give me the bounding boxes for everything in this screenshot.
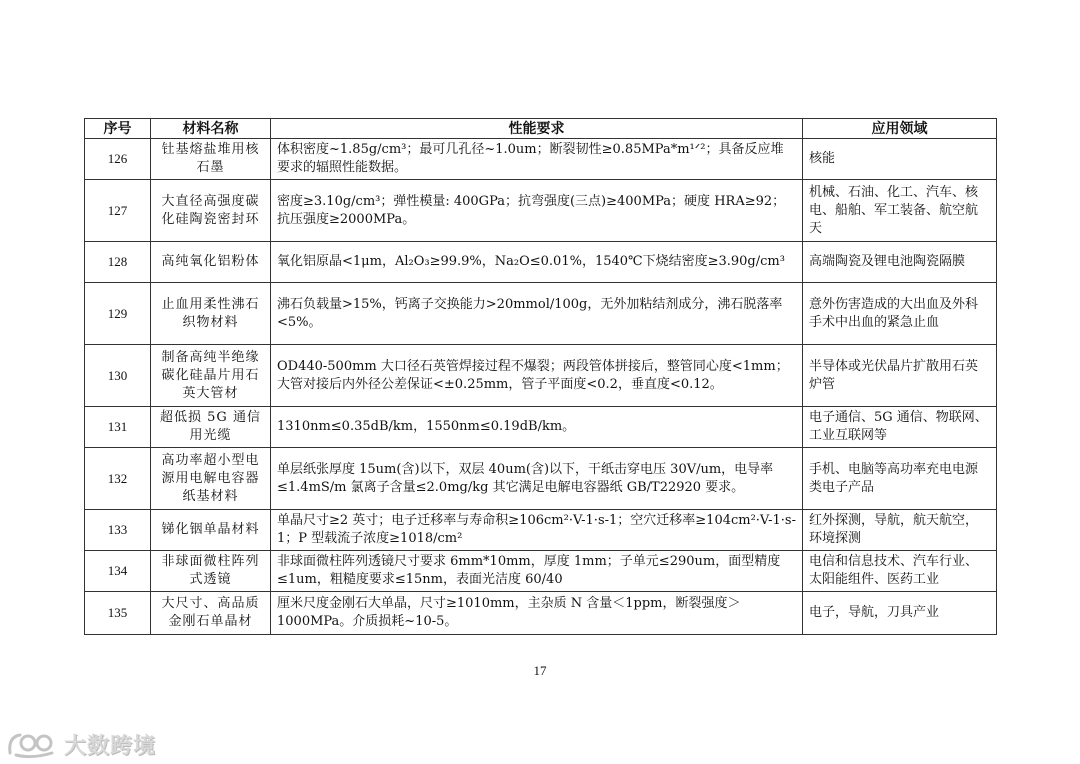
- cell-index: 128: [85, 242, 151, 283]
- cell-performance-requirements: 氧化铝原晶<1μm，Al₂O₃≥99.9%，Na₂O≤0.01%，1540℃下烧结密度≥3.90g/cm³: [271, 242, 803, 283]
- cell-index: 135: [85, 592, 151, 635]
- cell-application-field: 半导体或光伏晶片扩散用石英炉管: [803, 345, 997, 407]
- cell-performance-requirements: 1310nm≤0.35dB/km，1550nm≤0.19dB/km。: [271, 407, 803, 448]
- table-body: [85, 139, 997, 635]
- cell-index: 133: [85, 510, 151, 551]
- cell-index: 126: [85, 139, 151, 180]
- cell-material-name: 高功率超小型电源用电解电容器纸基材料: [151, 448, 271, 510]
- table-row: [85, 139, 997, 180]
- cell-performance-requirements: 厘米尺度金刚石大单晶，尺寸≥1010mm，主杂质 N 含量＜1ppm，断裂强度＞1000MPa。介质损耗~10-5。: [271, 592, 803, 635]
- cell-material-name: 大直径高强度碳化硅陶瓷密封环: [151, 180, 271, 242]
- header-application-field: 应用领域: [803, 119, 997, 139]
- cell-performance-requirements: 沸石负载量>15%，钙离子交换能力>20mmol/100g，无外加粘结剂成分，沸石脱落率<5%。: [271, 283, 803, 345]
- cell-material-name: 止血用柔性沸石织物材料: [151, 283, 271, 345]
- cell-performance-requirements: 密度≥3.10g/cm³；弹性模量: 400GPa；抗弯强度(三点)≥400MPa；硬度 HRA≥92；抗压强度≥2000MPa。: [271, 180, 803, 242]
- cell-index: 131: [85, 407, 151, 448]
- cell-application-field: 红外探测，导航，航天航空，环境探测: [803, 510, 997, 551]
- table-row: [85, 180, 997, 242]
- header-material-name: 材料名称: [151, 119, 271, 139]
- cell-index: 134: [85, 551, 151, 592]
- logo-icon: [6, 729, 58, 759]
- cell-material-name: 大尺寸、高品质金刚石单晶材: [151, 592, 271, 635]
- cell-index: 129: [85, 283, 151, 345]
- cell-material-name: 钍基熔盐堆用核石墨: [151, 139, 271, 180]
- table-row: [85, 510, 997, 551]
- cell-material-name: 制备高纯半绝缘碳化硅晶片用石英大管材: [151, 345, 271, 407]
- cell-application-field: 机械、石油、化工、汽车、核电、船舶、军工装备、航空航天: [803, 180, 997, 242]
- cell-application-field: 电子，导航，刀具产业: [803, 592, 997, 635]
- table-header-row: [85, 119, 997, 139]
- header-index: 序号: [85, 119, 151, 139]
- cell-material-name: 超低损 5G 通信用光缆: [151, 407, 271, 448]
- cell-performance-requirements: 体积密度~1.85g/cm³；最可几孔径~1.0um；断裂韧性≥0.85MPa*m¹ᐟ²；具备反应堆要求的辐照性能数据。: [271, 139, 803, 180]
- cell-material-name: 非球面微柱阵列式透镜: [151, 551, 271, 592]
- cell-index: 132: [85, 448, 151, 510]
- table-row: [85, 345, 997, 407]
- cell-index: 127: [85, 180, 151, 242]
- cell-performance-requirements: 单晶尺寸≥2 英寸；电子迁移率与寿命积≥106cm²·V-1·s-1；空穴迁移率≥104cm²·V-1·s-1；P 型载流子浓度≥1018/cm²: [271, 510, 803, 551]
- watermark: [6, 726, 156, 762]
- cell-index: 130: [85, 345, 151, 407]
- cell-application-field: 电信和信息技术、汽车行业、太阳能组件、医药工业: [803, 551, 997, 592]
- cell-application-field: 高端陶瓷及锂电池陶瓷隔膜: [803, 242, 997, 283]
- table-row: [85, 407, 997, 448]
- cell-application-field: 核能: [803, 139, 997, 180]
- cell-performance-requirements: OD440-500mm 大口径石英管焊接过程不爆裂；两段管体拼接后，整管同心度<1mm；大管对接后内外径公差保证<±0.25mm，管子平面度<0.2，垂直度<0.12。: [271, 345, 803, 407]
- cell-performance-requirements: 单层纸张厚度 15um(含)以下，双层 40um(含)以下，干纸击穿电压 30V/um，电导率≤1.4mS/m 氯离子含量≤2.0mg/kg 其它满足电解电容器纸 GB/T22920 要求。: [271, 448, 803, 510]
- table-row: [85, 592, 997, 635]
- cell-application-field: 手机、电脑等高功率充电电源类电子产品: [803, 448, 997, 510]
- cell-application-field: 意外伤害造成的大出血及外科手术中出血的紧急止血: [803, 283, 997, 345]
- table-row: [85, 551, 997, 592]
- table-row: [85, 242, 997, 283]
- cell-application-field: 电子通信、5G 通信、物联网、工业互联网等: [803, 407, 997, 448]
- cell-material-name: 锑化铟单晶材料: [151, 510, 271, 551]
- page-number: 17: [533, 663, 547, 678]
- cell-material-name: 高纯氧化铝粉体: [151, 242, 271, 283]
- table-row: [85, 448, 997, 510]
- table-row: [85, 283, 997, 345]
- materials-table: [84, 118, 997, 635]
- header-performance-requirements: 性能要求: [271, 119, 803, 139]
- cell-performance-requirements: 非球面微柱阵列透镜尺寸要求 6mm*10mm，厚度 1mm；子单元≤290um，面型精度≤1um，粗糙度要求≤15nm，表面光洁度 60/40: [271, 551, 803, 592]
- watermark-text: 大数跨境: [64, 733, 157, 759]
